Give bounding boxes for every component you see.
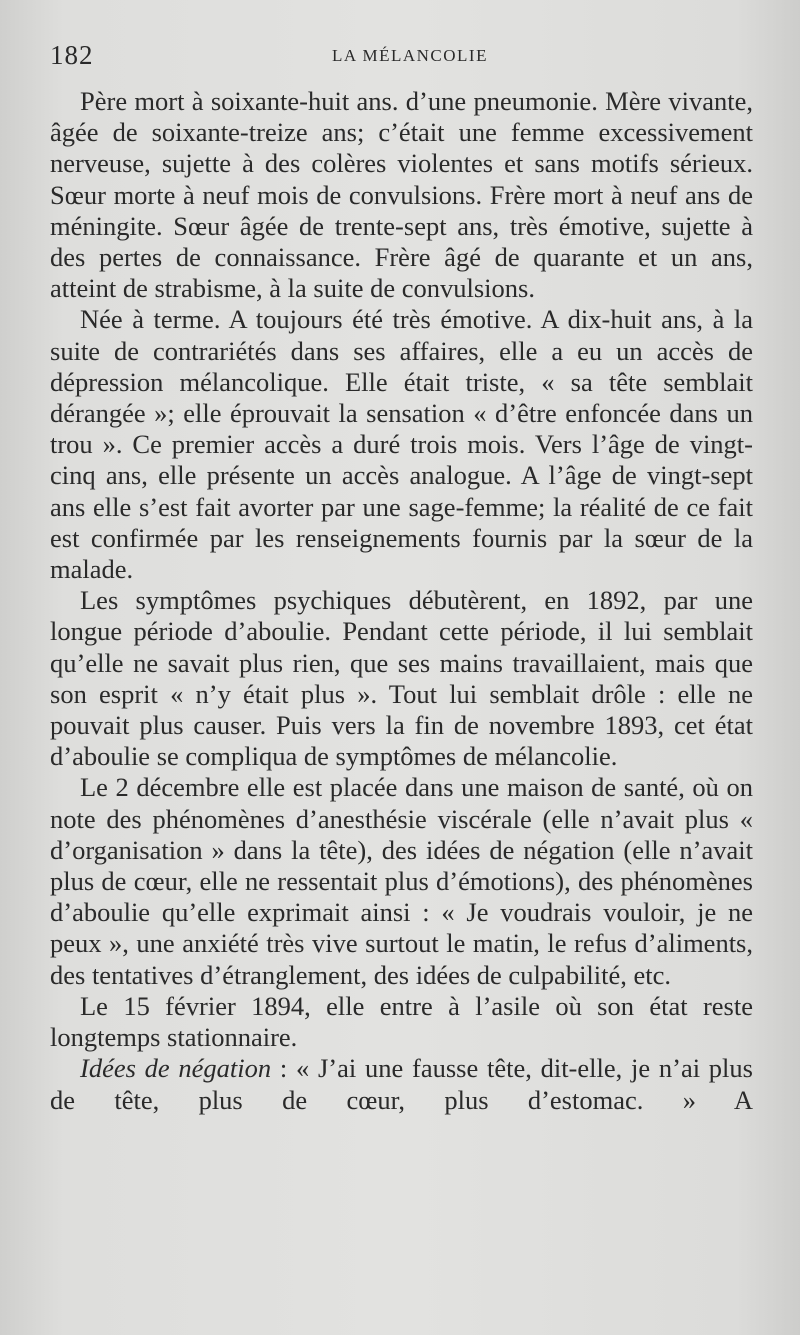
page-header — [50, 40, 750, 74]
paragraph-admission: Le 2 décembre elle est placée dans une maison de santé, où on note des phénomènes d’anesthésie viscérale (elle n’avait plus « d’organisation » dans la tête), des idées de négation (elle n’avait plus de cœur, elle ne ressentait plus d’émotions), des phénomènes d’aboulie qu’elle exprimait ainsi : « Je voudrais vouloir, je ne peux », une anxiété très vive surtout le matin, le refus d’aliments, des tentatives d’étranglement, des idées de culpabilité, etc. — [50, 772, 753, 990]
paragraph-family-history: Père mort à soixante-huit ans. d’une pneumonie. Mère vivante, âgée de soixante-treize ans; c’était une femme excessivement nerveuse, sujette à des colères violentes et sans motifs sérieux. Sœur morte à neuf mois de convulsions. Frère mort à neuf ans de méningite. Sœur âgée de trente-sept ans, très émotive, sujette à des pertes de connaissance. Frère âgé de quarante et un ans, atteint de strabisme, à la suite de convulsions. — [50, 86, 753, 304]
page-number: 182 — [50, 40, 94, 70]
running-head: LA MÉLANCOLIE — [332, 46, 488, 65]
paragraph-asylum-entry: Le 15 février 1894, elle entre à l’asile où son état reste longtemps stationnaire. — [50, 990, 753, 1053]
paragraph-negation-ideas — [50, 1053, 753, 1115]
paragraph-onset: Les symptômes psychiques débutèrent, en 1892, par une longue période d’aboulie. Pendant cette période, il lui semblait qu’elle ne savait plus rien, que ses mains travaillaient, mais que son esprit « n’y était plus ». Tout lui semblait drôle : elle ne pouvait plus causer. Puis vers la fin de novembre 1893, cet état d’aboulie se compliqua de symptômes de mélancolie. — [50, 585, 753, 772]
body-text — [50, 86, 753, 1116]
paragraph-personal-history: Née à terme. A toujours été très émotive. A dix-huit ans, à la suite de contrariétés dans ses affaires, elle a eu un accès de dépression mélancolique. Elle était triste, « sa tête semblait dérangée »; elle éprouvait la sensation « d’être enfoncée dans un trou ». Ce premier accès a duré trois mois. Vers l’âge de vingt-cinq ans, elle présente un accès analogue. A l’âge de vingt-sept ans elle s’est fait avorter par une sage-femme; la réalité de ce fait est confirmée par les renseignements fournis par la sœur de la malade. — [50, 304, 753, 585]
paragraph-text: : « J’ai une fausse tête, dit-elle, je n’ai plus de tête, plus de cœur, plus d’estomac. » A — [50, 1053, 753, 1115]
italic-heading: Idées de négation — [80, 1053, 272, 1084]
